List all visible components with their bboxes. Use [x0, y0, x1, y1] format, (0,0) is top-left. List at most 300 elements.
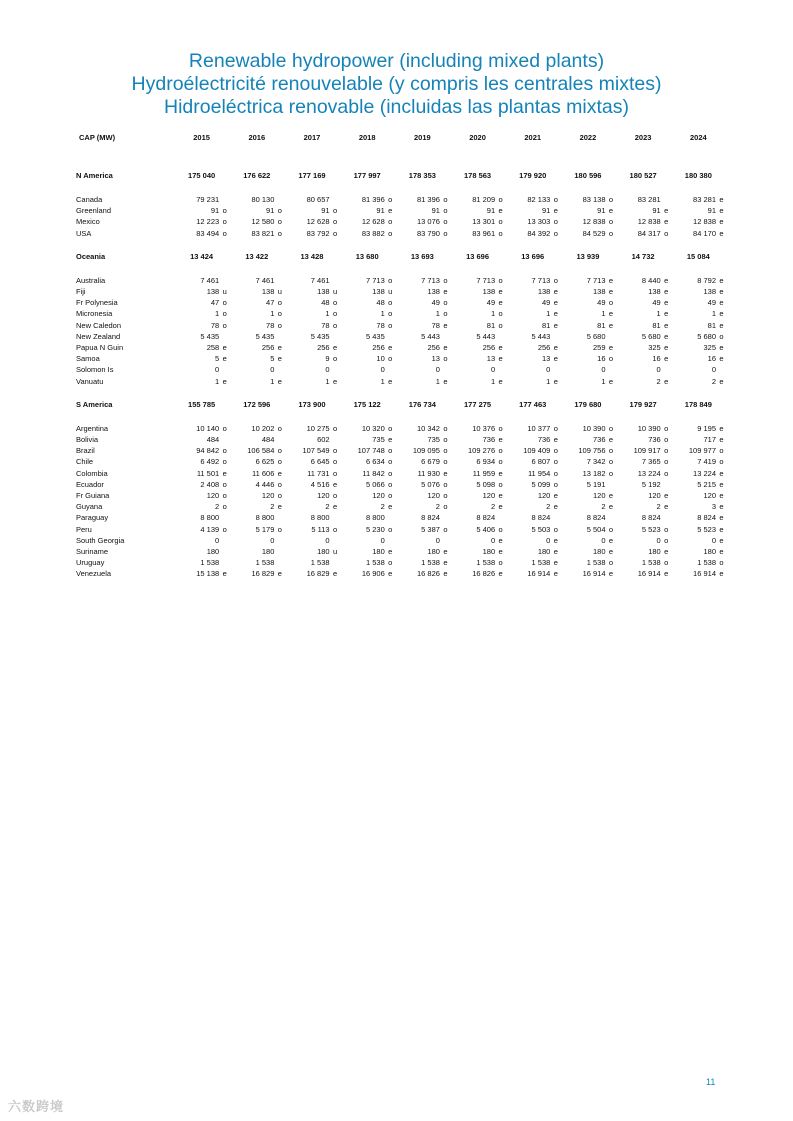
capacity-cell: [560, 353, 615, 364]
estimate-flag: e: [332, 343, 338, 353]
estimate-flag: e: [277, 569, 282, 579]
capacity-cell: [671, 535, 726, 546]
capacity-cell: [450, 445, 505, 456]
capacity-value: 180: [703, 547, 716, 557]
capacity-value: 325: [703, 343, 716, 353]
capacity-value: 49: [652, 298, 661, 308]
capacity-value: 2: [490, 502, 496, 512]
capacity-cell: [450, 479, 505, 490]
capacity-value: 11 606: [252, 468, 275, 478]
capacity-value: 83 882: [361, 228, 385, 238]
capacity-value: 256: [537, 343, 551, 353]
capacity-value: 5 387: [421, 524, 440, 534]
capacity-value: 0: [656, 535, 661, 545]
title-spanish: Hidroeléctrica renovable (incluidas las plantas mixtas): [164, 96, 629, 118]
capacity-value: 7 461: [200, 275, 220, 285]
capacity-value: 602: [317, 435, 330, 445]
capacity-value: 1: [656, 309, 661, 319]
table-row: [76, 479, 726, 490]
year-header: 2019: [414, 133, 431, 143]
capacity-value: 0: [711, 365, 716, 375]
estimate-flag: o: [443, 423, 448, 433]
capacity-value: 6 645: [310, 457, 330, 467]
capacity-value: 138: [482, 287, 496, 297]
estimate-flag: e: [608, 435, 614, 445]
capacity-value: 11 930: [417, 468, 440, 478]
capacity-cell: [560, 557, 615, 568]
capacity-cell: [616, 364, 671, 375]
capacity-value: 13 224: [637, 468, 661, 478]
capacity-value: 180: [372, 547, 385, 557]
capacity-value: 180: [261, 547, 275, 557]
capacity-value: 5 215: [697, 479, 716, 489]
capacity-value: 0: [656, 365, 661, 375]
capacity-value: 7 342: [586, 457, 606, 467]
estimate-flag: o: [498, 228, 503, 238]
capacity-value: 5 099: [531, 479, 551, 489]
table-row: [76, 275, 726, 286]
capacity-value: 8 800: [365, 513, 385, 523]
capacity-value: 7 713: [365, 275, 385, 285]
capacity-value: 180: [537, 547, 551, 557]
region-total-cell: 13 680: [355, 252, 379, 262]
capacity-value: 94 842: [196, 446, 220, 456]
estimate-flag: e: [277, 343, 282, 353]
capacity-cell: [671, 275, 726, 286]
capacity-cell: [340, 501, 395, 512]
region-total-cell: 155 785: [188, 400, 216, 410]
country-name: Australia: [76, 275, 106, 285]
capacity-value: 1 538: [200, 558, 220, 568]
capacity-cell: [505, 205, 560, 216]
capacity-cell: [229, 535, 284, 546]
estimate-flag: e: [719, 435, 724, 445]
capacity-cell: [284, 490, 339, 501]
estimate-flag: o: [553, 275, 558, 285]
capacity-cell: [340, 228, 395, 239]
estimate-flag: o: [277, 479, 282, 489]
capacity-cell: [174, 479, 229, 490]
capacity-value: 11 842: [362, 468, 385, 478]
capacity-cell: [284, 297, 339, 308]
capacity-value: 5 098: [476, 479, 496, 489]
capacity-cell: [395, 468, 450, 479]
capacity-cell: [340, 331, 395, 342]
capacity-cell: [229, 228, 284, 239]
capacity-cell: [229, 490, 284, 501]
capacity-value: 6 934: [476, 457, 496, 467]
capacity-value: 91: [266, 206, 275, 216]
estimate-flag: e: [608, 275, 614, 285]
estimate-flag: o: [719, 446, 724, 456]
estimate-flag: e: [222, 569, 227, 579]
capacity-value: 10 390: [637, 423, 661, 433]
table-row: [76, 376, 726, 387]
capacity-cell: [450, 546, 505, 557]
capacity-value: 109 977: [688, 446, 716, 456]
table-row: [76, 445, 726, 456]
capacity-value: 48: [376, 298, 385, 308]
estimate-flag: o: [388, 558, 393, 568]
capacity-value: 256: [482, 343, 496, 353]
estimate-flag: o: [498, 275, 503, 285]
capacity-value: 1 538: [255, 558, 275, 568]
region-total-cell: 178 353: [408, 171, 436, 181]
capacity-value: 735: [427, 435, 440, 445]
capacity-cell: [560, 490, 615, 501]
capacity-value: 49: [707, 298, 716, 308]
capacity-cell: [174, 568, 229, 579]
capacity-cell: [450, 434, 505, 445]
region-total-cell: 180 527: [629, 171, 657, 181]
capacity-cell: [284, 535, 339, 546]
capacity-cell: [560, 524, 615, 535]
capacity-value: 736: [593, 435, 606, 445]
capacity-value: 7 713: [421, 275, 440, 285]
capacity-cell: [560, 456, 615, 467]
capacity-cell: [671, 501, 726, 512]
capacity-cell: [340, 512, 395, 523]
table-row: [76, 524, 726, 535]
estimate-flag: o: [332, 524, 338, 534]
capacity-value: 81 396: [417, 195, 440, 204]
capacity-cell: [616, 479, 671, 490]
capacity-cell: [450, 468, 505, 479]
capacity-cell: [671, 364, 726, 375]
capacity-value: 16 914: [527, 569, 551, 579]
capacity-cell: [229, 353, 284, 364]
capacity-cell: [174, 194, 229, 205]
capacity-value: 0: [711, 535, 716, 545]
estimate-flag: e: [332, 569, 338, 579]
estimate-flag: e: [553, 343, 558, 353]
estimate-flag: o: [443, 275, 448, 285]
capacity-value: 8 824: [531, 513, 551, 523]
capacity-cell: [616, 468, 671, 479]
estimate-flag: o: [277, 491, 282, 501]
estimate-flag: o: [443, 457, 448, 467]
capacity-cell: [616, 501, 671, 512]
capacity-value: 11 954: [527, 468, 551, 478]
estimate-flag: o: [332, 309, 338, 319]
capacity-value: 109 756: [578, 446, 606, 456]
capacity-value: 83 494: [196, 228, 220, 238]
table-row: [76, 331, 726, 342]
capacity-value: 81: [652, 320, 661, 330]
spacer-row: [76, 412, 726, 423]
capacity-cell: [174, 331, 229, 342]
capacity-cell: [395, 445, 450, 456]
capacity-value: 2 408: [200, 479, 220, 489]
capacity-value: 180: [427, 547, 440, 557]
estimate-flag: o: [388, 320, 393, 330]
capacity-value: 325: [648, 343, 661, 353]
estimate-flag: e: [443, 547, 448, 557]
capacity-value: 5 680: [586, 331, 606, 341]
capacity-cell: [560, 512, 615, 523]
region-total-cell: 13 939: [576, 252, 600, 262]
capacity-cell: [450, 286, 505, 297]
table-row: [76, 546, 726, 557]
capacity-value: 106 584: [247, 446, 275, 456]
capacity-value: 5 191: [586, 479, 606, 489]
capacity-cell: [671, 468, 726, 479]
estimate-flag: e: [443, 468, 448, 478]
estimate-flag: e: [498, 569, 503, 579]
estimate-flag: e: [277, 502, 282, 512]
capacity-cell: [174, 535, 229, 546]
estimate-flag: e: [498, 343, 503, 353]
estimate-flag: e: [443, 343, 448, 353]
capacity-cell: [450, 297, 505, 308]
capacity-value: 138: [427, 287, 440, 297]
estimate-flag: o: [277, 320, 282, 330]
capacity-cell: [340, 490, 395, 501]
estimate-flag: o: [608, 558, 614, 568]
table-body: [76, 147, 726, 580]
capacity-cell: [395, 434, 450, 445]
capacity-cell: [450, 216, 505, 227]
country-name: Fr Polynesia: [76, 298, 118, 308]
title-french: Hydroélectricité renouvelable (y compris les centrales mixtes): [131, 73, 662, 95]
capacity-cell: [229, 557, 284, 568]
estimate-flag: o: [443, 195, 448, 204]
capacity-cell: [505, 479, 560, 490]
capacity-value: 6 492: [200, 457, 220, 467]
capacity-value: 8 800: [200, 513, 220, 523]
capacity-value: 0: [325, 365, 330, 375]
capacity-cell: [395, 353, 450, 364]
capacity-cell: [505, 568, 560, 579]
capacity-value: 0: [490, 365, 496, 375]
capacity-value: 1 538: [421, 558, 440, 568]
capacity-cell: [395, 194, 450, 205]
capacity-cell: [671, 376, 726, 387]
region-total-cell: 13 424: [190, 252, 214, 262]
capacity-cell: [450, 501, 505, 512]
estimate-flag: e: [388, 547, 393, 557]
capacity-value: 47: [210, 298, 220, 308]
capacity-cell: [450, 512, 505, 523]
estimate-flag: o: [332, 206, 338, 216]
capacity-value: 10 376: [472, 423, 496, 433]
capacity-value: 16 829: [251, 569, 275, 579]
region-total-cell: 178 563: [463, 171, 492, 181]
estimate-flag: o: [443, 206, 448, 216]
capacity-value: 6 625: [255, 457, 275, 467]
estimate-flag: e: [719, 491, 724, 501]
country-name: Peru: [76, 524, 92, 534]
capacity-value: 16 914: [693, 569, 716, 579]
capacity-value: 0: [435, 365, 440, 375]
estimate-flag: e: [719, 228, 724, 238]
capacity-cell: [340, 297, 395, 308]
estimate-flag: o: [388, 298, 393, 308]
estimate-flag: o: [608, 195, 614, 204]
capacity-value: 83 821: [251, 228, 275, 238]
estimate-flag: e: [664, 217, 669, 227]
capacity-value: 91: [376, 206, 385, 216]
capacity-cell: [284, 445, 339, 456]
capacity-cell: [284, 434, 339, 445]
capacity-cell: [395, 423, 450, 434]
estimate-flag: e: [498, 547, 503, 557]
estimate-flag: o: [443, 524, 448, 534]
capacity-cell: [340, 308, 395, 319]
capacity-cell: [340, 468, 395, 479]
estimate-flag: e: [608, 547, 614, 557]
capacity-cell: [671, 445, 726, 456]
estimate-flag: e: [332, 479, 338, 489]
table-row: [76, 501, 726, 512]
capacity-value: 0: [380, 535, 385, 545]
capacity-cell: [560, 479, 615, 490]
estimate-flag: e: [388, 376, 393, 386]
capacity-cell: [560, 228, 615, 239]
capacity-value: 83 790: [417, 228, 440, 238]
country-name: Mexico: [76, 217, 100, 227]
capacity-value: 138: [648, 287, 661, 297]
capacity-cell: [671, 297, 726, 308]
estimate-flag: e: [719, 287, 724, 297]
estimate-flag: e: [553, 354, 558, 364]
capacity-value: 2: [325, 502, 330, 512]
capacity-value: 5 435: [365, 331, 385, 341]
capacity-cell: [616, 320, 671, 331]
capacity-value: 49: [541, 298, 551, 308]
capacity-cell: [505, 445, 560, 456]
capacity-value: 78: [376, 320, 385, 330]
capacity-cell: [340, 535, 395, 546]
capacity-value: 49: [486, 298, 496, 308]
country-name: Fr Guiana: [76, 491, 110, 501]
region-total-row: [76, 398, 726, 412]
capacity-cell: [340, 342, 395, 353]
region-total-cell: 13 696: [466, 252, 490, 262]
capacity-value: 180: [317, 547, 330, 557]
estimate-flag: e: [719, 513, 724, 523]
estimate-flag: o: [388, 228, 393, 238]
capacity-cell: [560, 364, 615, 375]
capacity-cell: [229, 205, 284, 216]
estimate-flag: e: [277, 376, 282, 386]
capacity-cell: [505, 353, 560, 364]
capacity-cell: [229, 275, 284, 286]
capacity-cell: [560, 445, 615, 456]
capacity-cell: [229, 376, 284, 387]
estimate-flag: e: [664, 206, 669, 216]
capacity-value: 120: [427, 491, 440, 501]
year-header: 2024: [690, 133, 707, 143]
estimate-flag: o: [719, 558, 724, 568]
estimate-flag: o: [388, 457, 393, 467]
capacity-cell: [560, 286, 615, 297]
capacity-cell: [616, 512, 671, 523]
capacity-cell: [395, 205, 450, 216]
capacity-cell: [505, 535, 560, 546]
capacity-cell: [174, 423, 229, 434]
capacity-cell: [616, 568, 671, 579]
table-row: [76, 342, 726, 353]
capacity-cell: [395, 216, 450, 227]
capacity-value: 10 320: [361, 423, 385, 433]
capacity-cell: [395, 546, 450, 557]
capacity-cell: [340, 286, 395, 297]
capacity-cell: [671, 228, 726, 239]
capacity-cell: [395, 501, 450, 512]
capacity-cell: [174, 557, 229, 568]
capacity-cell: [671, 423, 726, 434]
capacity-cell: [616, 434, 671, 445]
capacity-value: 109 276: [468, 446, 496, 456]
estimate-flag: e: [719, 206, 724, 216]
estimate-flag: o: [498, 423, 503, 433]
capacity-cell: [284, 331, 339, 342]
capacity-cell: [616, 228, 671, 239]
capacity-value: 1 538: [697, 558, 716, 568]
capacity-value: 7 713: [531, 275, 551, 285]
capacity-value: 5 406: [476, 524, 496, 534]
capacity-value: 1 538: [310, 558, 330, 568]
country-name: Brazil: [76, 446, 95, 456]
table-row: [76, 353, 726, 364]
estimate-flag: e: [553, 376, 558, 386]
capacity-value: 8 824: [641, 513, 661, 523]
estimate-flag: e: [553, 547, 558, 557]
estimate-flag: o: [553, 457, 558, 467]
capacity-cell: [450, 275, 505, 286]
capacity-cell: [340, 353, 395, 364]
estimate-flag: o: [388, 468, 393, 478]
capacity-cell: [616, 376, 671, 387]
estimate-flag: o: [222, 298, 227, 308]
region-name: S America: [76, 400, 113, 410]
capacity-value: 5 443: [531, 331, 551, 341]
capacity-cell: [284, 456, 339, 467]
capacity-value: 2: [215, 502, 220, 512]
estimate-flag: o: [332, 446, 338, 456]
estimate-flag: o: [388, 524, 393, 534]
capacity-cell: [450, 376, 505, 387]
estimate-flag: o: [553, 228, 558, 238]
capacity-value: 91: [431, 206, 440, 216]
capacity-value: 4 139: [200, 524, 220, 534]
country-name: Uruguay: [76, 558, 105, 568]
capacity-value: 8 792: [697, 275, 716, 285]
region-total-row: [76, 169, 726, 183]
capacity-value: 83 281: [693, 195, 716, 204]
capacity-value: 16: [652, 354, 661, 364]
capacity-value: 5: [270, 354, 275, 364]
capacity-cell: [671, 490, 726, 501]
capacity-cell: [284, 228, 339, 239]
capacity-value: 7 713: [476, 275, 496, 285]
country-name: Venezuela: [76, 569, 112, 579]
estimate-flag: o: [553, 423, 558, 433]
region-total-cell: 179 680: [574, 400, 602, 410]
estimate-flag: o: [553, 446, 558, 456]
capacity-value: 256: [372, 343, 385, 353]
year-header: 2017: [303, 133, 321, 143]
capacity-value: 5 113: [311, 524, 330, 534]
capacity-value: 258: [206, 343, 220, 353]
capacity-cell: [174, 524, 229, 535]
capacity-value: 91: [597, 206, 606, 216]
capacity-cell: [505, 216, 560, 227]
capacity-value: 1: [325, 376, 330, 386]
estimate-flag: e: [388, 206, 393, 216]
capacity-value: 736: [537, 435, 551, 445]
